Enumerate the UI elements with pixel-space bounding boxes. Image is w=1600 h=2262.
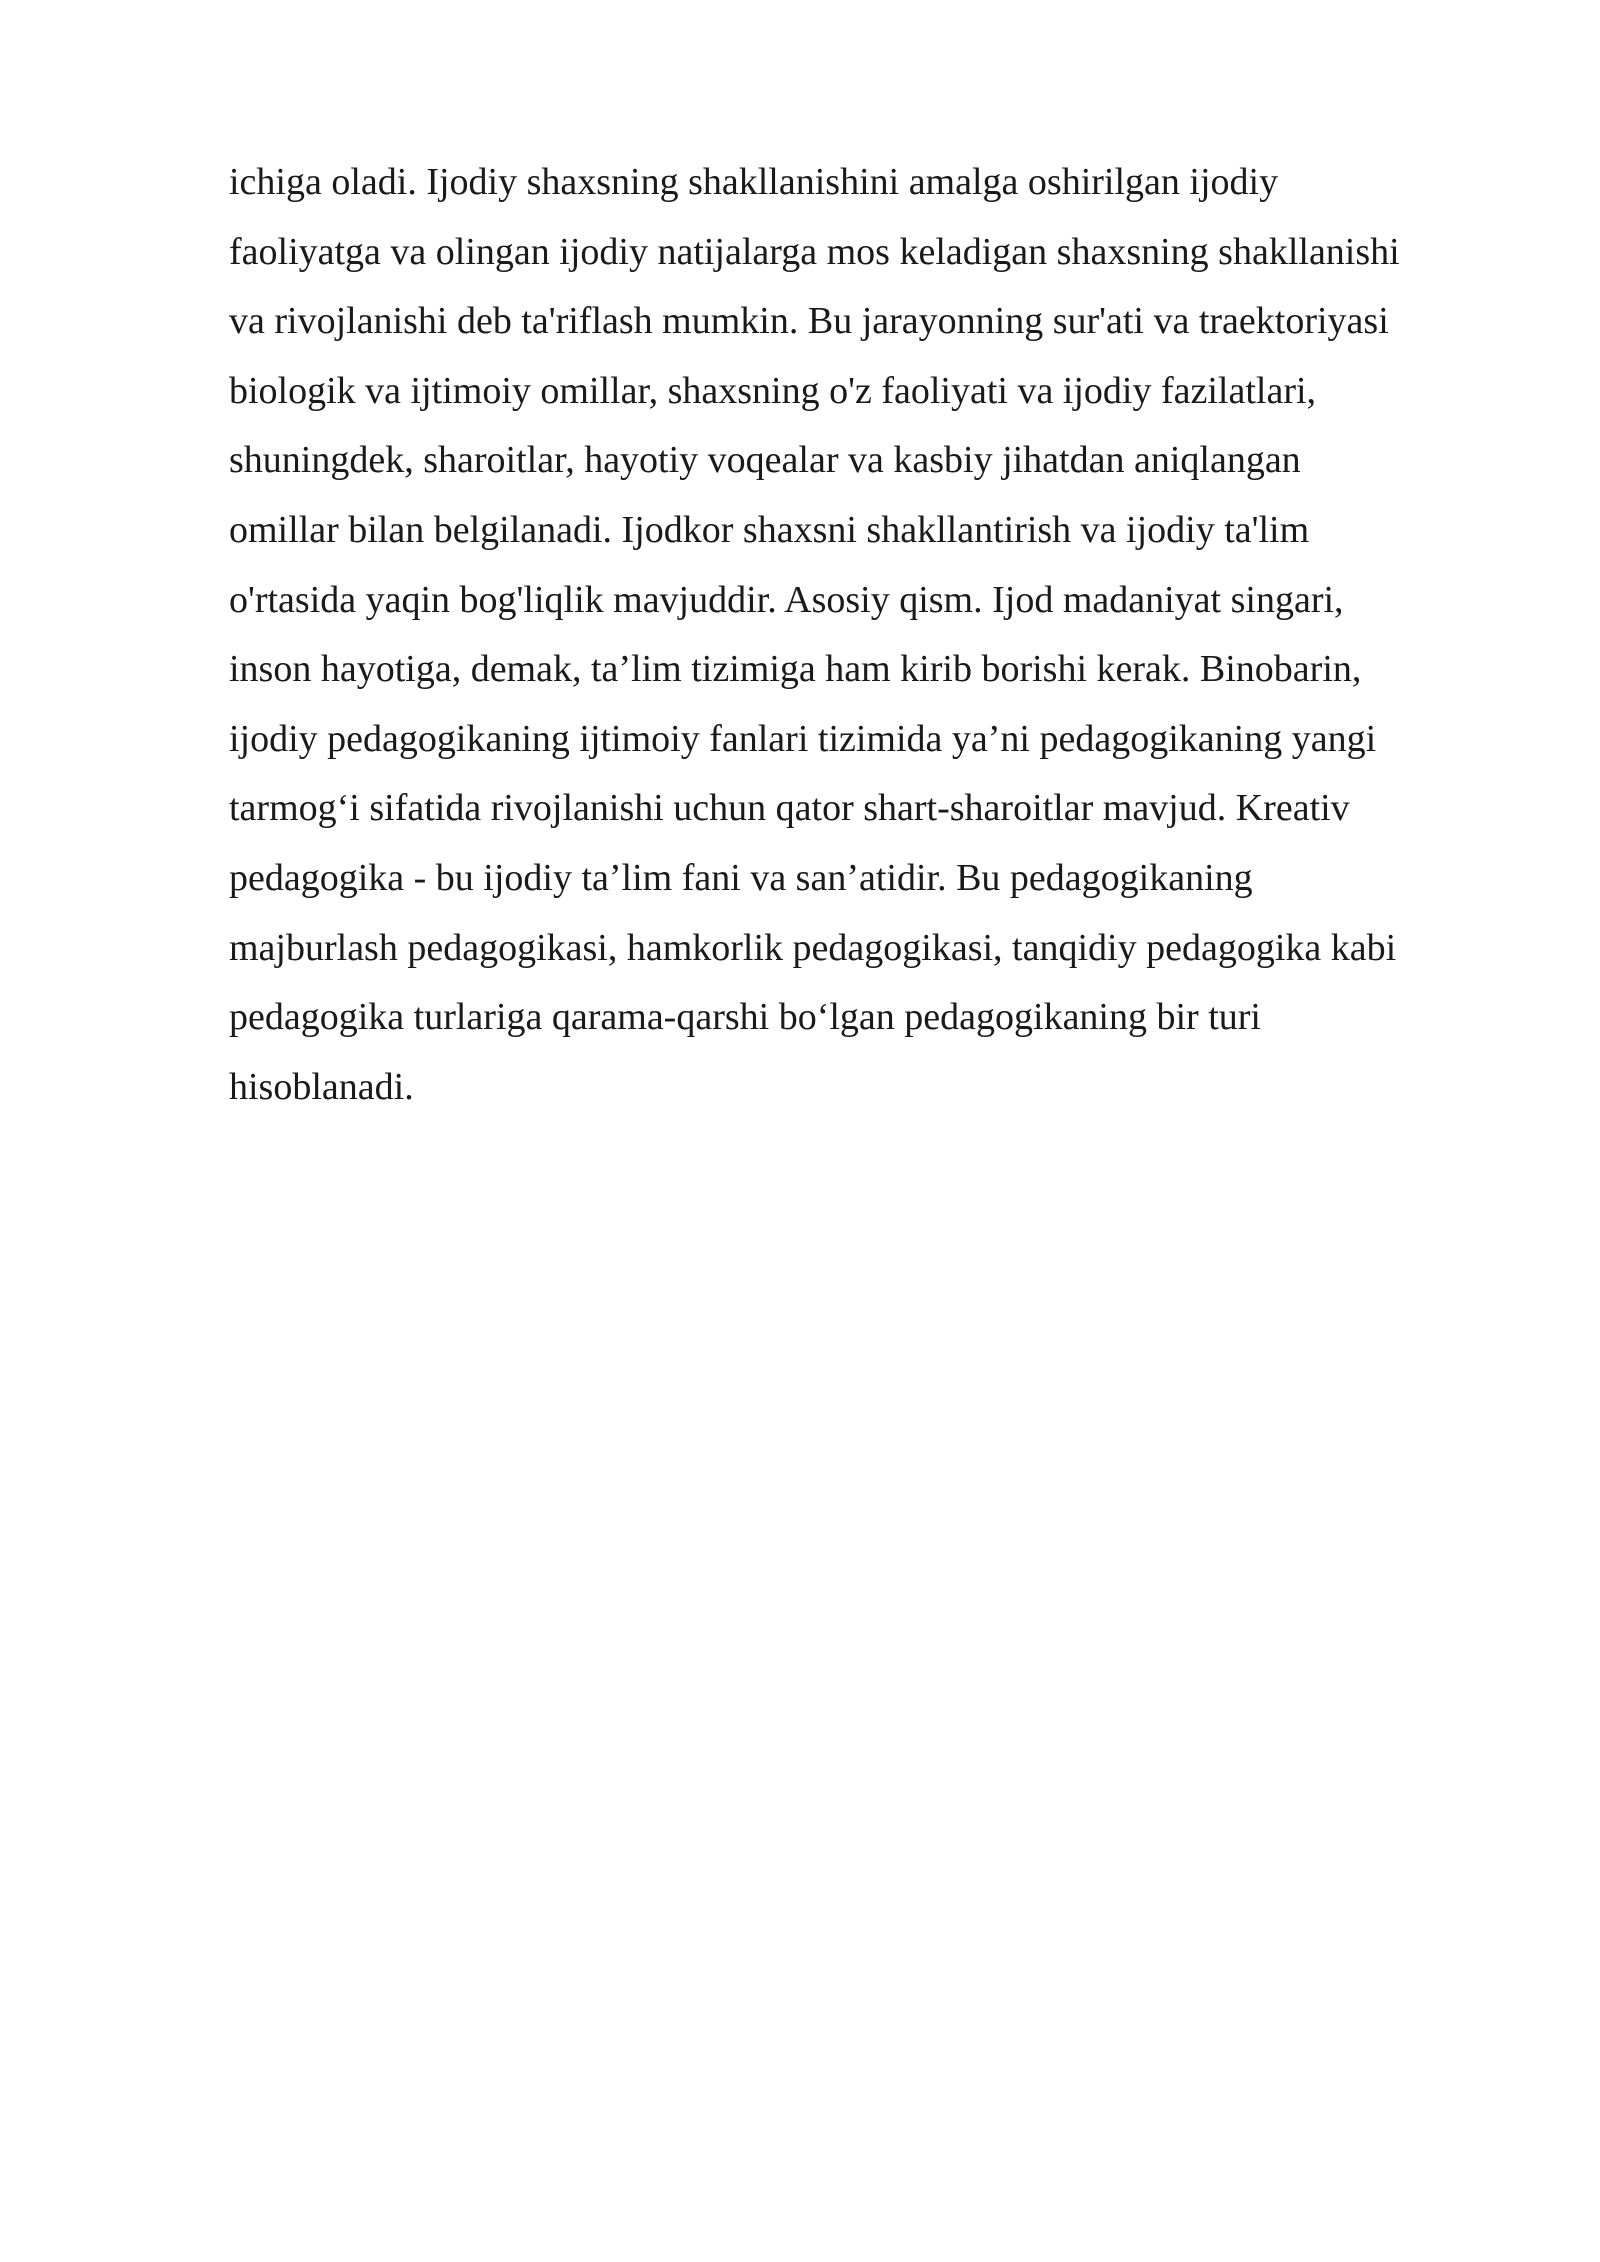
text-line: hisoblanadi. <box>229 1065 414 1108</box>
text-line: shuningdek, sharoitlar, hayotiy voqealar va kasbiy jihatdan aniqlangan <box>229 439 1301 482</box>
text-line: biologik va ijtimoiy omillar, shaxsning o'z faoliyati va ijodiy fazilatlari, <box>229 369 1317 412</box>
text-line: va rivojlanishi deb ta'riflash mumkin. Bu jarayonning sur'ati va traektoriyasi <box>229 300 1389 343</box>
text-line: ijodiy pedagogikaning ijtimoiy fanlari tizimida ya’ni pedagogikaning yangi <box>229 717 1377 760</box>
text-line: pedagogika turlariga qarama-qarshi bo‘lgan pedagogikaning bir turi <box>229 996 1261 1039</box>
paragraph <box>229 148 1489 1122</box>
text-line: faoliyatga va olingan ijodiy natijalarga mos keladigan shaxsning shakllanishi <box>229 230 1400 273</box>
text-line: omillar bilan belgilanadi. Ijodkor shaxsni shakllantirish va ijodiy ta'lim <box>229 508 1310 551</box>
text-line: o'rtasida yaqin bog'liqlik mavjuddir. Asosiy qism. Ijod madaniyat singari, <box>229 578 1344 621</box>
text-line: tarmog‘i sifatida rivojlanishi uchun qator shart-sharoitlar mavjud. Kreativ <box>229 787 1350 830</box>
text-line: majburlash pedagogikasi, hamkorlik pedagogikasi, tanqidiy pedagogika kabi <box>229 926 1397 969</box>
text-line: ichiga oladi. Ijodiy shaxsning shakllanishini amalga oshirilgan ijodiy <box>229 161 1279 203</box>
text-line: inson hayotiga, demak, ta’lim tizimiga ham kirib borishi kerak. Binobarin, <box>229 648 1362 691</box>
text-line: pedagogika - bu ijodiy ta’lim fani va san’atidir. Bu pedagogikaning <box>229 856 1253 899</box>
